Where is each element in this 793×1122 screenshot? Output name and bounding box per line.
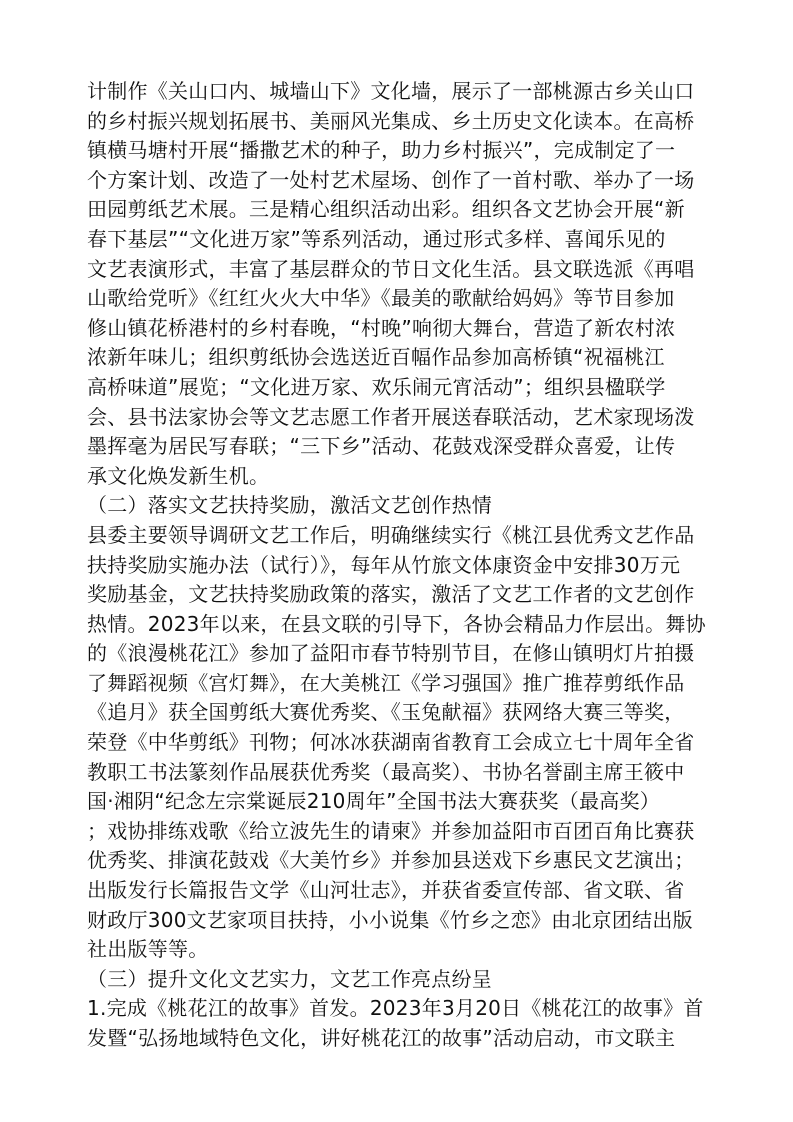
text-line: 的《浪漫桃花江》参加了益阳市春节特别节目，在修山镇明灯片拍摄	[87, 641, 695, 666]
text-line: 文艺表演形式，丰富了基层群众的节日文化生活。县文联选派《再唱	[87, 256, 695, 281]
text-line: 财政厅300文艺家项目扶持，小小说集《竹乡之恋》由北京团结出版	[87, 907, 693, 932]
text-line: 奖励基金，文艺扶持奖励政策的落实，激活了文艺工作者的文艺创作	[87, 582, 695, 607]
text-line: 优秀奖、排演花鼓戏《大美竹乡》并参加县送戏下乡惠民文艺演出；	[87, 848, 695, 873]
text-line: 的乡村振兴规划拓展书、美丽风光集成、乡土历史文化读本。在高桥	[87, 108, 695, 133]
text-line: 热情。2023年以来，在县文联的引导下，各协会精品力作层出。舞协	[87, 611, 706, 636]
text-line: 荣登《中华剪纸》刊物；何冰冰获湖南省教育工会成立七十周年全省	[87, 730, 695, 755]
text-line: 县委主要领导调研文艺工作后，明确继续实行《桃江县优秀文艺作品	[87, 522, 695, 547]
text-line: 山歌给党听》《红红火火大中华》《最美的歌献给妈妈》等节目参加	[87, 286, 675, 311]
text-line: 浓新年味儿；组织剪纸协会选送近百幅作品参加高桥镇“祝福桃江	[87, 345, 665, 370]
text-line: 田园剪纸艺术展。三是精心组织活动出彩。组织各文艺协会开展“新	[87, 197, 685, 222]
text-line: 高桥味道”展览；“文化进万家、欢乐闹元宵活动”；组织县楹联学	[87, 374, 666, 399]
text-line: 墨挥毫为居民写春联；“三下乡”活动、花鼓戏深受群众喜爱，让传	[87, 434, 676, 459]
text-line: 国·湘阴“纪念左宗棠诞辰210周年”全国书法大赛获奖（最高奖）	[87, 789, 661, 814]
text-line: 春下基层”“文化进万家”等系列活动，通过形式多样、喜闻乐见的	[87, 226, 666, 251]
text-line: 承文化焕发新生机。	[87, 463, 270, 488]
text-line: ；戏协排练戏歌《给立波先生的请柬》并参加益阳市百团百角比赛获	[87, 818, 695, 843]
text-line: 教职工书法篆刻作品展获优秀奖（最高奖）、书协名誉副主席王筱中	[87, 759, 685, 784]
text-line: 社出版等等。	[87, 937, 209, 962]
text-line: 修山镇花桥港村的乡村春晚，“村晚”响彻大舞台，营造了新农村浓	[87, 315, 676, 340]
text-line: 了舞蹈视频《宫灯舞》，在大美桃江《学习强国》推广推荐剪纸作品	[87, 670, 685, 695]
section-heading-3: （三）提升文化文艺实力，文艺工作亮点纷呈	[87, 966, 492, 991]
text-line: 《追月》获全国剪纸大赛优秀奖、《玉兔献福》获网络大赛三等奖，	[87, 700, 685, 725]
text-line: 计制作《关山口内、城墙山下》文化墙，展示了一部桃源古乡关山口	[87, 79, 695, 103]
document-body	[87, 77, 717, 1054]
text-line: 发暨“弘扬地域特色文化，讲好桃花江的故事”活动启动，市文联主	[87, 1026, 676, 1050]
section-heading-2: （二）落实文艺扶持奖励，激活文艺创作热情	[87, 493, 492, 518]
text-line: 扶持奖励实施办法（试行）》，每年从竹旅文体康资金中安排30万元	[87, 552, 681, 577]
text-line: 会、县书法家协会等文艺志愿工作者开展送春联活动，艺术家现场泼	[87, 404, 695, 429]
text-line: 镇横马塘村开展“播撒艺术的种子，助力乡村振兴”，完成制定了一	[87, 138, 676, 163]
text-line: 1.完成《桃花江的故事》首发。2023年3月20日《桃花江的故事》首	[87, 996, 704, 1021]
text-line: 出版发行长篇报告文学《山河壮志》，并获省委宣传部、省文联、省	[87, 878, 685, 903]
text-line: 个方案计划、改造了一处村艺术屋场、创作了一首村歌、举办了一场	[87, 167, 695, 192]
